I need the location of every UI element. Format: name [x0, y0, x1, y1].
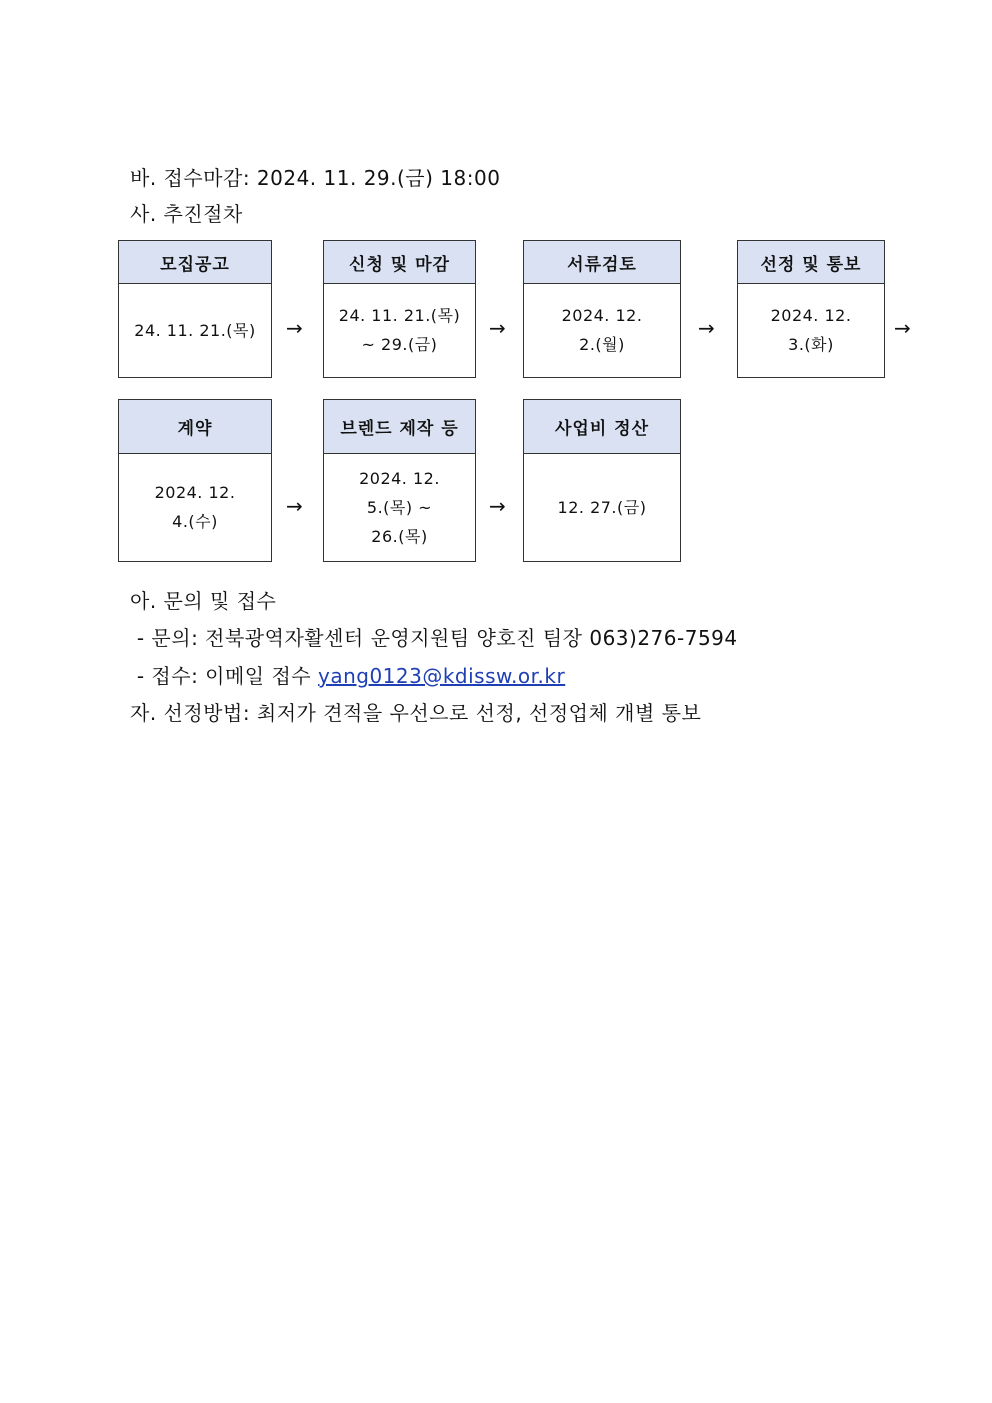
- arrow-icon: →: [489, 494, 506, 518]
- step-date: 24. 11. 21.(목) ~ 29.(금): [338, 306, 461, 354]
- arrow-icon: →: [489, 316, 506, 340]
- apply-line: [130, 663, 565, 689]
- process-step-1: [118, 240, 272, 378]
- arrow-icon: →: [286, 494, 303, 518]
- email-link[interactable]: yang0123@kdissw.or.kr: [317, 664, 566, 688]
- step-date: 24. 11. 21.(목): [134, 320, 256, 340]
- process-step-5: [118, 399, 272, 562]
- apply-label: - 접수: 이메일 접수: [130, 664, 318, 688]
- section-a-heading: 아. 문의 및 접수: [130, 589, 277, 613]
- step-date: 12. 27.(금): [557, 497, 647, 517]
- step-title: 선정 및 통보: [738, 241, 884, 284]
- step-title: 계약: [119, 400, 271, 454]
- process-step-4: [737, 240, 885, 378]
- process-step-6: [323, 399, 476, 562]
- process-step-7: [523, 399, 681, 562]
- section-sa-heading: 사. 추진절차: [130, 202, 243, 226]
- step-date: 2024. 12. 2.(월): [561, 306, 643, 354]
- step-title: 신청 및 마감: [324, 241, 475, 284]
- section-ba-deadline: 바. 접수마감: 2024. 11. 29.(금) 18:00: [130, 166, 501, 190]
- step-date: 2024. 12. 4.(수): [154, 483, 236, 531]
- arrow-icon: →: [286, 316, 303, 340]
- step-date: 2024. 12. 5.(목) ~ 26.(목): [359, 468, 440, 546]
- arrow-icon: →: [698, 316, 715, 340]
- inquiry-contact: - 문의: 전북광역자활센터 운영지원팀 양호진 팀장 063)276-7594: [130, 626, 738, 650]
- section-ja-selection-method: 자. 선정방법: 최저가 견적을 우선으로 선정, 선정업체 개별 통보: [130, 701, 702, 725]
- process-step-3: [523, 240, 681, 378]
- arrow-icon: →: [894, 316, 911, 340]
- step-title: 서류검토: [524, 241, 680, 284]
- step-title: 사업비 정산: [524, 400, 680, 454]
- step-date: 2024. 12. 3.(화): [770, 306, 852, 354]
- process-step-2: [323, 240, 476, 378]
- step-title: 브렌드 제작 등: [324, 400, 475, 454]
- step-title: 모집공고: [119, 241, 271, 284]
